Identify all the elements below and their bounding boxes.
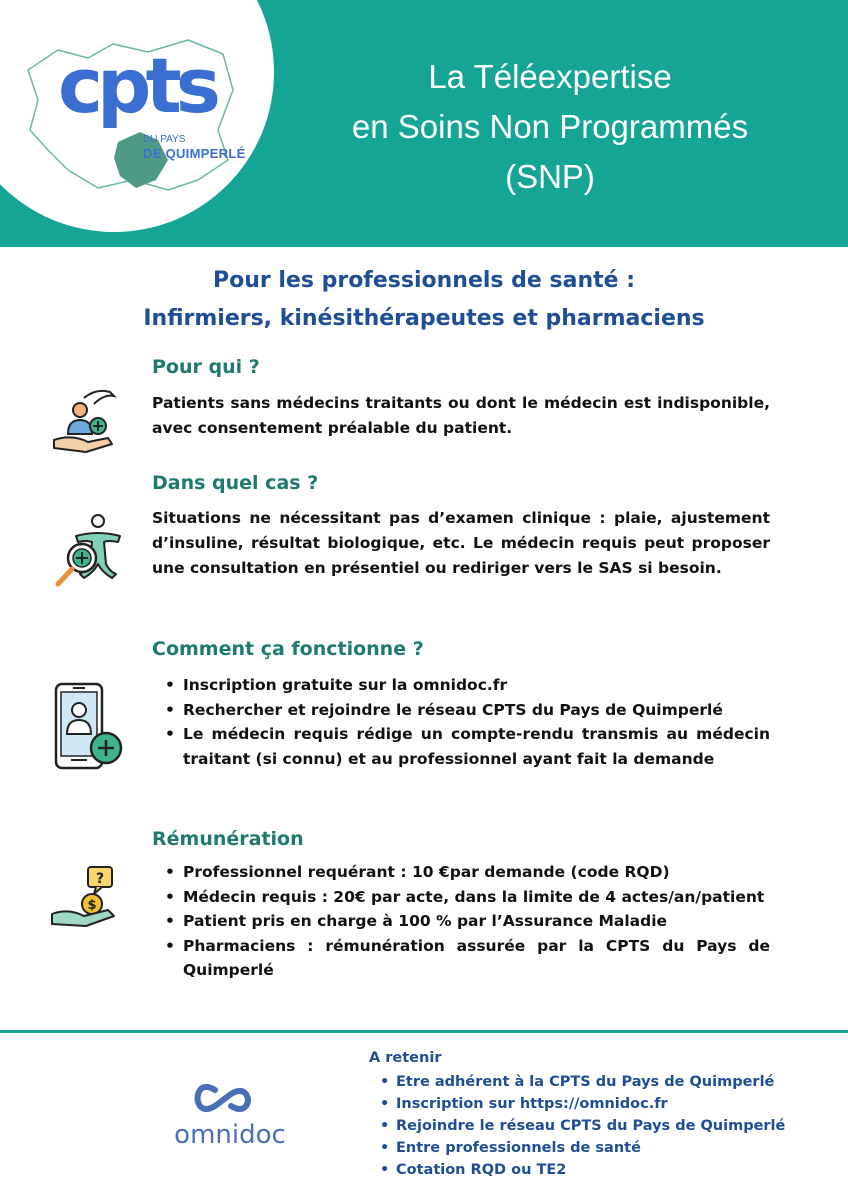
- omnidoc-logo: [155, 1078, 305, 1153]
- cpts-logo-text: cpts: [58, 41, 216, 130]
- main-title-line-2: en Soins Non Programmés: [351, 108, 749, 145]
- list-item: • Inscription sur https://omnidoc.fr: [380, 1093, 785, 1115]
- list-item: • Cotation RQD ou TE2: [380, 1159, 785, 1181]
- remuneration-list: [165, 860, 770, 983]
- pour-qui-text: Patients sans médecins traitants ou dont le médecin est indisponible, avec consentement préalable du patient.: [152, 394, 770, 437]
- hand-patient-icon: [48, 384, 120, 456]
- dans-quel-cas-text: Situations ne nécessitant pas d’examen clinique : plaie, ajustement d’insuline, résultat biologique, etc. Le médecin requis peut proposer une consultation en présentiel ou rediriger vers le SAS si besoin.: [152, 509, 770, 577]
- audience-subtitle: [0, 262, 848, 338]
- logo-subtitle-1: DU PAYS: [143, 134, 186, 145]
- list-item: • Etre adhérent à la CPTS du Pays de Quimperlé: [380, 1071, 785, 1093]
- subtitle-line-2: Infirmiers, kinésithérapeutes et pharmaciens: [143, 306, 705, 331]
- list-item: • Pharmaciens : rémunération assurée par la CPTS du Pays de Quimperlé: [165, 934, 770, 983]
- list-item: • Rejoindre le réseau CPTS du Pays de Quimperlé: [380, 1115, 785, 1137]
- comment-list: [165, 673, 770, 771]
- omnidoc-logo-text: omnidoc: [174, 1120, 286, 1150]
- svg-text:$: $: [87, 898, 97, 913]
- list-item: • Entre professionnels de santé: [380, 1137, 785, 1159]
- list-item: • Médecin requis : 20€ par acte, dans la limite de 4 actes/an/patient: [165, 885, 770, 910]
- section-title-pour-qui: Pour qui ?: [152, 356, 260, 378]
- section-title-dans-quel-cas: Dans quel cas ?: [152, 472, 319, 494]
- retenir-list: [380, 1071, 785, 1181]
- footer-divider: [0, 1030, 848, 1033]
- section-title-comment: Comment ça fonctionne ?: [152, 638, 424, 660]
- section-title-remuneration: Rémunération: [152, 828, 304, 850]
- omnidoc-symbol-icon: [155, 1078, 305, 1118]
- main-title: [270, 52, 830, 202]
- list-item: • Le médecin requis rédige un compte-rendu transmis au médecin traitant (si connu) et au professionnel ayant fait la demande: [165, 722, 770, 771]
- search-person-icon: [50, 512, 126, 592]
- list-item: • Rechercher et rejoindre le réseau CPTS du Pays de Quimperlé: [165, 698, 770, 723]
- list-item: • Professionnel requérant : 10 €par demande (code RQD): [165, 860, 770, 885]
- subtitle-line-1: Pour les professionnels de santé :: [212, 268, 636, 293]
- cpts-logo: [18, 30, 248, 200]
- hand-coin-icon: [48, 864, 124, 934]
- main-title-line-3: (SNP): [505, 158, 595, 195]
- list-item: • Inscription gratuite sur la omnidoc.fr: [165, 673, 770, 698]
- svg-text:?: ?: [95, 871, 105, 887]
- retenir-title: A retenir: [369, 1050, 442, 1066]
- list-item: • Patient pris en charge à 100 % par l’Assurance Maladie: [165, 909, 770, 934]
- logo-subtitle-2: DE QUIMPERLÉ: [143, 146, 246, 161]
- main-title-line-1: La Téléexpertise: [428, 58, 672, 95]
- phone-doctor-icon: [50, 680, 130, 772]
- header-banner: [0, 0, 848, 247]
